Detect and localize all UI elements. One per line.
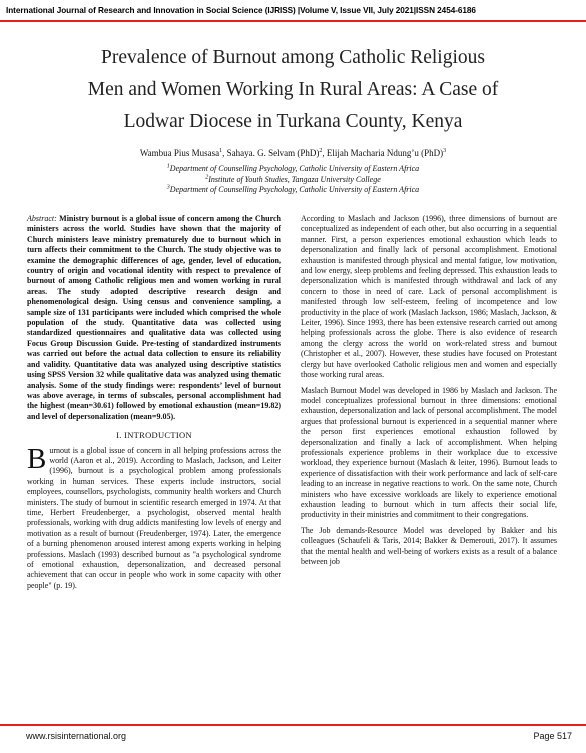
- website-link[interactable]: www.rsisinternational.org: [26, 731, 127, 741]
- author-3: , Elijah Macharia Ndung’u (PhD): [322, 148, 444, 158]
- intro-paragraph: [27, 442, 281, 592]
- footer-rule: [0, 724, 586, 726]
- abstract: [27, 214, 281, 422]
- author-3-sup: 3: [443, 148, 447, 154]
- right-paragraph-1: According to Maslach and Jackson (1996), three dimensions of burnout are conceptualized as independent of each other, but also occurring in a sequential manner. First, a person experiences emotional exhaustion which leads to depersonalization and finally lack of personal accomplishment. Emotional exhaustion is manifested through physical and mental fatigue, low motivation, and low energy, sleep problems and feeling depressed. This exhaustion leads to depersonalization which is manifested through withdrawal and lack of any concern to those in need of care. Lack of personal accomplishment is manifested through low self-esteem, feeling of incompetence and low productivity in the place of work (Maslach Jackson, 1986; Maslach, Jackson, & Leiter, 1996). Since 1993, there has been extensive research carried out among helping professionals across the globe. There is also evidence of research among the clergy across the world on work-related stress and burnout (Christopher et al., 2007). However, these studies have focused on Protestant clergy but have overlooked Catholic religious men and women and especially those working rural areas.: [301, 214, 557, 380]
- paper-title: [20, 42, 566, 138]
- journal-line: International Journal of Research and Innovation in Social Science (IJRISS) |Volume V, Issue VII, July 2021|ISSN 2454-6186: [6, 6, 476, 15]
- right-column: [301, 214, 557, 572]
- header-rule: [0, 20, 586, 22]
- title-line-3: Lodwar Diocese in Turkana County, Kenya: [123, 111, 463, 132]
- title-line-2: Men and Women Working In Rural Areas: A Case of: [87, 79, 499, 100]
- affiliations: [20, 164, 566, 196]
- author-2-sup: 2: [319, 148, 323, 154]
- author-2: , Sahaya. G. Selvam (PhD): [222, 148, 320, 158]
- affiliation-2: $^2$Institute of Youth Studies, Tangaza University College: [205, 173, 381, 184]
- affiliation-1: $^1$Department of Counselling Psychology, Catholic University of Eastern Africa: [166, 163, 420, 173]
- author-1: Wambua Pius Musasa: [139, 148, 220, 158]
- page-number: Page 517: [533, 731, 572, 741]
- right-paragraph-3: The Job demands-Resource Model was developed by Bakker and his colleagues (Schaufeli & Taris, 2014; Bakker & Demerouti, 2017). It assumes that the mental health and well-being of workers exists as a result of a balance between job: [301, 525, 557, 566]
- author-list: [20, 148, 566, 159]
- drop-cap: B: [27, 442, 47, 475]
- author-1-sup: 1: [219, 148, 223, 154]
- section-heading-introduction: I. INTRODUCTION: [116, 430, 192, 441]
- abstract-text: Ministry burnout is a global issue of concern among the Church ministers across the world. Studies have shown that the majority of Church ministers leave ministry prematurely due to burnout which in turn affects their commitment to the Church. The study objective was to examine the demographic differences of age, gender, level of education, country of origin and vocational identity with respect to prevalence of burnout of among Catholic religious men and women working in rural areas. The study adopted descriptive research design and phenomenological design. Using census and convenience sampling, a sample size of 131 participants were included which comprised the whole population of the study. Quantitative data was collected using standardized questionnaires and qualitative data was collected using Focus Group Discussion Guide. Pre-testing of standardized instruments was carried out before the actual data collection to ensure its reliability and validity. Quantitative data was analyzed using descriptive statistics using SPSS Version 32 while qualitative data was analyzed using thematic analysis. Some of the study findings were: respondents’ level of burnout was above average, in terms of subscales, personal accomplishment had the highest (mean=30.61) followed by emotional exhaustion (mean=19.82) and level of depersonalization (mean=9.05).: [27, 214, 281, 421]
- journal-header: [0, 0, 586, 22]
- title-line-1: Prevalence of Burnout among Catholic Religious: [101, 47, 485, 68]
- left-column: [27, 214, 281, 596]
- affiliation-3: $^3$Department of Counselling Psychology, Catholic University of Eastern Africa: [166, 184, 420, 194]
- intro-text: urnout is a global issue of concern in all helping professions across the world (Aaron et al., 2019). According to Maslach, Jackson, and Leiter (1996), burnout is a psychological problem among professionals working in human services. These experts include instructors, social employees, counsellors, psychologists, community health workers and Church ministers. The study of burnout in scientific research emerged in 1974. At that time, Herbert Freudenberger, a psychologist, observed mental health professionals, working with drug addicts manifesting low levels of energy and motivation as a result of burnout (Freudenberger, 1974). Later, the emergence of a burning phenomenon aroused interest among experts working in helping professions. Maslach (1993) described burnout as "a psychological syndrome of emotional exhaustion, depersonalization, and decreased personal achievement that can occur in people who work in some capacity with other people" (p. 19).: [27, 445, 281, 590]
- page-footer: [0, 724, 586, 753]
- right-paragraph-2: Maslach Burnout Model was developed in 1986 by Maslach and Jackson. The model conceptualizes professional burnout in three dimensions: emotional exhaustion, depersonalization and lack of personal accomplishment. The model argues that professional burnout is experienced in a sequential manner where the person first experiences emotional exhaustion followed by depersonalization and finally a lack of accomplishment. When helping professionals experience problems in their workplace due to excessive workload, they experience burnout (Maslach & leiter, 1996). Burnout leads to experience of dissatisfaction with their work performance and lack of self-care leading to an increase in negative reactions to work. On the same note, Church ministers who have excessive workloads are likely to experience emotional exhaustion leading to burnout which in turn affects their social life, productivity in their ministries and commitment to their congregations.: [301, 385, 557, 520]
- abstract-label: Abstract:: [27, 214, 57, 223]
